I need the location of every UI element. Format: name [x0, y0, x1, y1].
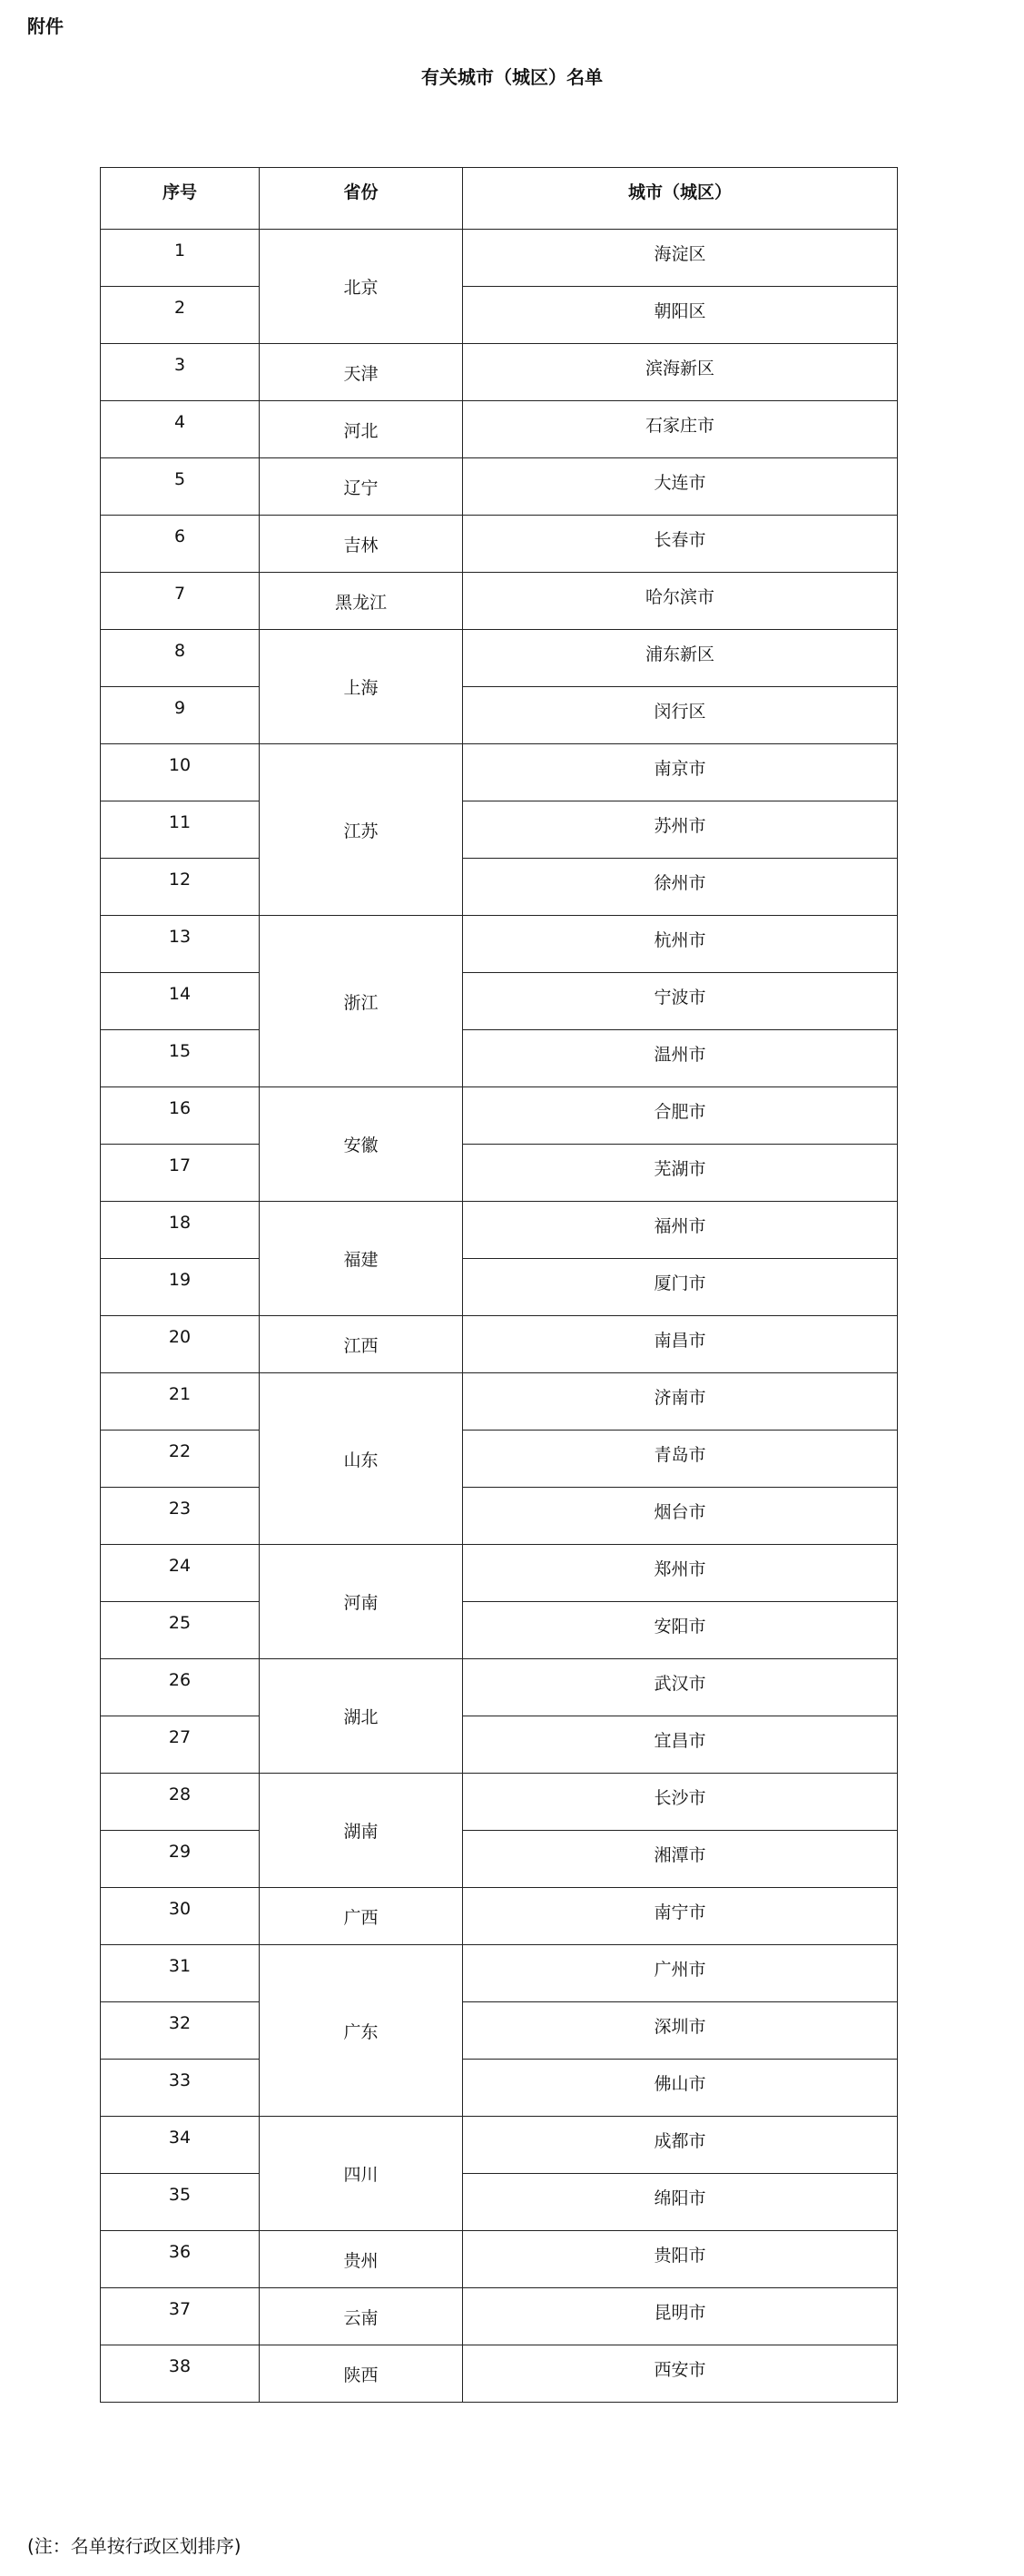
city-cell: 温州市 [463, 1030, 898, 1087]
city-cell: 福州市 [463, 1202, 898, 1259]
header-index: 序号 [101, 168, 260, 230]
city-cell: 海淀区 [463, 230, 898, 287]
province-cell: 天津 [260, 344, 463, 401]
row-index: 11 [101, 801, 260, 859]
province-cell: 陕西 [260, 2345, 463, 2403]
city-cell: 长沙市 [463, 1774, 898, 1831]
row-index: 21 [101, 1373, 260, 1431]
province-cell: 河北 [260, 401, 463, 458]
province-cell: 贵州 [260, 2231, 463, 2288]
city-cell: 闵行区 [463, 687, 898, 744]
row-index: 7 [101, 573, 260, 630]
city-cell: 安阳市 [463, 1602, 898, 1659]
city-cell: 武汉市 [463, 1659, 898, 1716]
city-cell: 宁波市 [463, 973, 898, 1030]
row-index: 4 [101, 401, 260, 458]
row-index: 35 [101, 2174, 260, 2231]
row-index: 5 [101, 458, 260, 516]
province-cell: 四川 [260, 2117, 463, 2231]
row-index: 33 [101, 2060, 260, 2117]
table-row [101, 1831, 898, 1888]
table-row [101, 1659, 898, 1716]
row-index: 31 [101, 1945, 260, 2002]
table-row [101, 344, 898, 401]
city-cell: 芜湖市 [463, 1145, 898, 1202]
city-cell: 济南市 [463, 1373, 898, 1431]
table-row [101, 744, 898, 801]
province-cell: 浙江 [260, 916, 463, 1087]
city-cell: 湘潭市 [463, 1831, 898, 1888]
table-row [101, 1373, 898, 1431]
row-index: 30 [101, 1888, 260, 1945]
row-index: 2 [101, 287, 260, 344]
city-cell: 广州市 [463, 1945, 898, 2002]
table-row [101, 458, 898, 516]
table-row [101, 1431, 898, 1488]
table-row [101, 1087, 898, 1145]
province-cell: 北京 [260, 230, 463, 344]
row-index: 13 [101, 916, 260, 973]
table-row [101, 687, 898, 744]
province-cell: 黑龙江 [260, 573, 463, 630]
province-cell: 福建 [260, 1202, 463, 1316]
province-cell: 辽宁 [260, 458, 463, 516]
table-row [101, 1316, 898, 1373]
row-index: 24 [101, 1545, 260, 1602]
table-row [101, 801, 898, 859]
table-header-row [101, 168, 898, 230]
province-cell: 广西 [260, 1888, 463, 1945]
city-list-table [100, 167, 898, 2403]
table-row [101, 2060, 898, 2117]
row-index: 22 [101, 1431, 260, 1488]
row-index: 17 [101, 1145, 260, 1202]
table-row [101, 630, 898, 687]
city-cell: 厦门市 [463, 1259, 898, 1316]
province-cell: 江苏 [260, 744, 463, 916]
province-cell: 安徽 [260, 1087, 463, 1202]
row-index: 23 [101, 1488, 260, 1545]
city-cell: 南宁市 [463, 1888, 898, 1945]
city-cell: 徐州市 [463, 859, 898, 916]
city-cell: 昆明市 [463, 2288, 898, 2345]
province-cell: 吉林 [260, 516, 463, 573]
city-cell: 宜昌市 [463, 1716, 898, 1774]
city-cell: 杭州市 [463, 916, 898, 973]
province-cell: 湖北 [260, 1659, 463, 1774]
city-cell: 石家庄市 [463, 401, 898, 458]
document-title: 有关城市（城区）名单 [421, 66, 603, 88]
row-index: 32 [101, 2002, 260, 2060]
city-cell: 贵阳市 [463, 2231, 898, 2288]
province-cell: 江西 [260, 1316, 463, 1373]
city-cell: 合肥市 [463, 1087, 898, 1145]
table-row [101, 2288, 898, 2345]
city-cell: 西安市 [463, 2345, 898, 2403]
header-city: 城市（城区） [463, 168, 898, 230]
row-index: 15 [101, 1030, 260, 1087]
table-row [101, 1602, 898, 1659]
city-cell: 烟台市 [463, 1488, 898, 1545]
province-cell: 河南 [260, 1545, 463, 1659]
row-index: 10 [101, 744, 260, 801]
row-index: 3 [101, 344, 260, 401]
row-index: 27 [101, 1716, 260, 1774]
table-row [101, 2231, 898, 2288]
row-index: 37 [101, 2288, 260, 2345]
row-index: 8 [101, 630, 260, 687]
province-cell: 云南 [260, 2288, 463, 2345]
table-row [101, 859, 898, 916]
table-row [101, 1774, 898, 1831]
table-row [101, 2174, 898, 2231]
table-body [101, 230, 898, 2403]
row-index: 18 [101, 1202, 260, 1259]
row-index: 26 [101, 1659, 260, 1716]
table-row [101, 573, 898, 630]
province-cell: 山东 [260, 1373, 463, 1545]
table-row [101, 401, 898, 458]
row-index: 25 [101, 1602, 260, 1659]
city-cell: 长春市 [463, 516, 898, 573]
table-row [101, 1545, 898, 1602]
province-cell: 湖南 [260, 1774, 463, 1888]
attachment-label: 附件 [27, 15, 64, 37]
row-index: 14 [101, 973, 260, 1030]
table-row [101, 1145, 898, 1202]
table-row [101, 1716, 898, 1774]
table-row [101, 1202, 898, 1259]
row-index: 29 [101, 1831, 260, 1888]
table-row [101, 973, 898, 1030]
row-index: 1 [101, 230, 260, 287]
row-index: 16 [101, 1087, 260, 1145]
city-cell: 深圳市 [463, 2002, 898, 2060]
city-cell: 苏州市 [463, 801, 898, 859]
province-cell: 广东 [260, 1945, 463, 2117]
city-cell: 哈尔滨市 [463, 573, 898, 630]
city-cell: 浦东新区 [463, 630, 898, 687]
table-row [101, 2345, 898, 2403]
row-index: 20 [101, 1316, 260, 1373]
table-row [101, 287, 898, 344]
city-cell: 南昌市 [463, 1316, 898, 1373]
table-row [101, 1030, 898, 1087]
row-index: 6 [101, 516, 260, 573]
row-index: 36 [101, 2231, 260, 2288]
city-cell: 南京市 [463, 744, 898, 801]
footnote: (注：名单按行政区划排序) [27, 2535, 241, 2557]
row-index: 34 [101, 2117, 260, 2174]
city-cell: 绵阳市 [463, 2174, 898, 2231]
city-cell: 滨海新区 [463, 344, 898, 401]
table-row [101, 516, 898, 573]
city-cell: 成都市 [463, 2117, 898, 2174]
city-cell: 佛山市 [463, 2060, 898, 2117]
row-index: 19 [101, 1259, 260, 1316]
row-index: 9 [101, 687, 260, 744]
table-row [101, 1259, 898, 1316]
city-cell: 青岛市 [463, 1431, 898, 1488]
table-row [101, 2117, 898, 2174]
row-index: 38 [101, 2345, 260, 2403]
city-cell: 大连市 [463, 458, 898, 516]
row-index: 28 [101, 1774, 260, 1831]
table-row [101, 916, 898, 973]
table-row [101, 230, 898, 287]
table-row [101, 1945, 898, 2002]
table-row [101, 1888, 898, 1945]
table-row [101, 1488, 898, 1545]
row-index: 12 [101, 859, 260, 916]
city-cell: 郑州市 [463, 1545, 898, 1602]
header-province: 省份 [260, 168, 463, 230]
province-cell: 上海 [260, 630, 463, 744]
city-cell: 朝阳区 [463, 287, 898, 344]
table-row [101, 2002, 898, 2060]
